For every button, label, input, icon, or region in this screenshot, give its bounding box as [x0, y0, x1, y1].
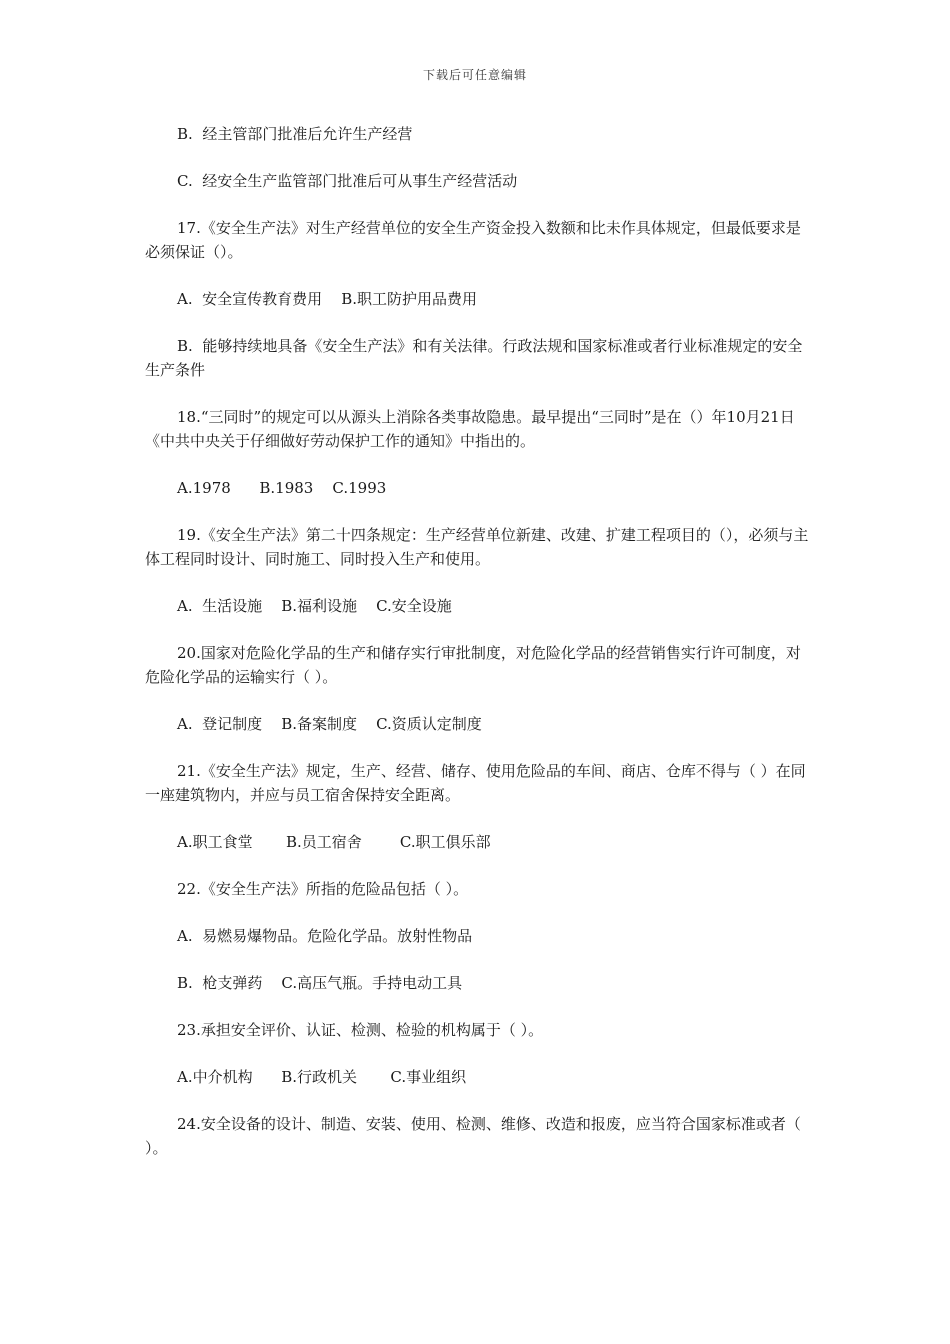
- question-22-option-a: A. 易燃易爆物品。危险化学品。放射性物品: [177, 927, 473, 945]
- question-18: 18.“三同时”的规定可以从源头上消除各类事故隐患。最早提出“三同时”是在（）年10月21日《中共中央关于仔细做好劳动保护工作的通知》中指出的。: [145, 408, 795, 450]
- question-17-options-ab: A. 安全宣传教育费用 B.职工防护用品费用: [177, 290, 478, 308]
- question-22: 22.《安全生产法》所指的危险品包括（ ）。: [177, 880, 469, 898]
- question-20: 20.国家对危险化学品的生产和储存实行审批制度，对危险化学品的经营销售实行许可制度，对危险化学品的运输实行（ ）。: [145, 644, 801, 686]
- question-23: 23.承担安全评价、认证、检测、检验的机构属于（ ）。: [177, 1021, 544, 1039]
- question-17-option-b: B. 能够持续地具备《安全生产法》和有关法律。行政法规和国家标准或者行业标准规定的安全生产条件: [145, 337, 803, 379]
- question-23-options: A.中介机构 B.行政机关 C.事业组织: [177, 1068, 467, 1086]
- option-b-approval: B. 经主管部门批准后允许生产经营: [177, 125, 413, 143]
- question-18-options: A.1978 B.1983 C.1993: [177, 479, 387, 497]
- question-21-options: A.职工食堂 B.员工宿舍 C.职工俱乐部: [177, 833, 491, 851]
- page-header: 下载后可任意编辑: [422, 68, 527, 82]
- question-19-options: A. 生活设施 B.福利设施 C.安全设施: [177, 597, 452, 615]
- option-c-approval: C. 经安全生产监管部门批准后可从事生产经营活动: [177, 172, 518, 190]
- question-24: 24.安全设备的设计、制造、安装、使用、检测、维修、改造和报废，应当符合国家标准或者（ ）。: [145, 1115, 806, 1157]
- question-19: 19.《安全生产法》第二十四条规定：生产经营单位新建、改建、扩建工程项目的（），必须与主体工程同时设计、同时施工、同时投入生产和使用。: [145, 526, 809, 568]
- document-body: [145, 122, 810, 1183]
- question-20-options: A. 登记制度 B.备案制度 C.资质认定制度: [177, 715, 482, 733]
- question-22-options-bc: B. 枪支弹药 C.高压气瓶。手持电动工具: [177, 974, 463, 992]
- question-21: 21.《安全生产法》规定，生产、经营、储存、使用危险品的车间、商店、仓库不得与（ ）在同一座建筑物内，并应与员工宿舍保持安全距离。: [145, 762, 806, 804]
- question-17: 17.《安全生产法》对生产经营单位的安全生产资金投入数额和比未作具体规定，但最低要求是必须保证（）。: [145, 219, 801, 261]
